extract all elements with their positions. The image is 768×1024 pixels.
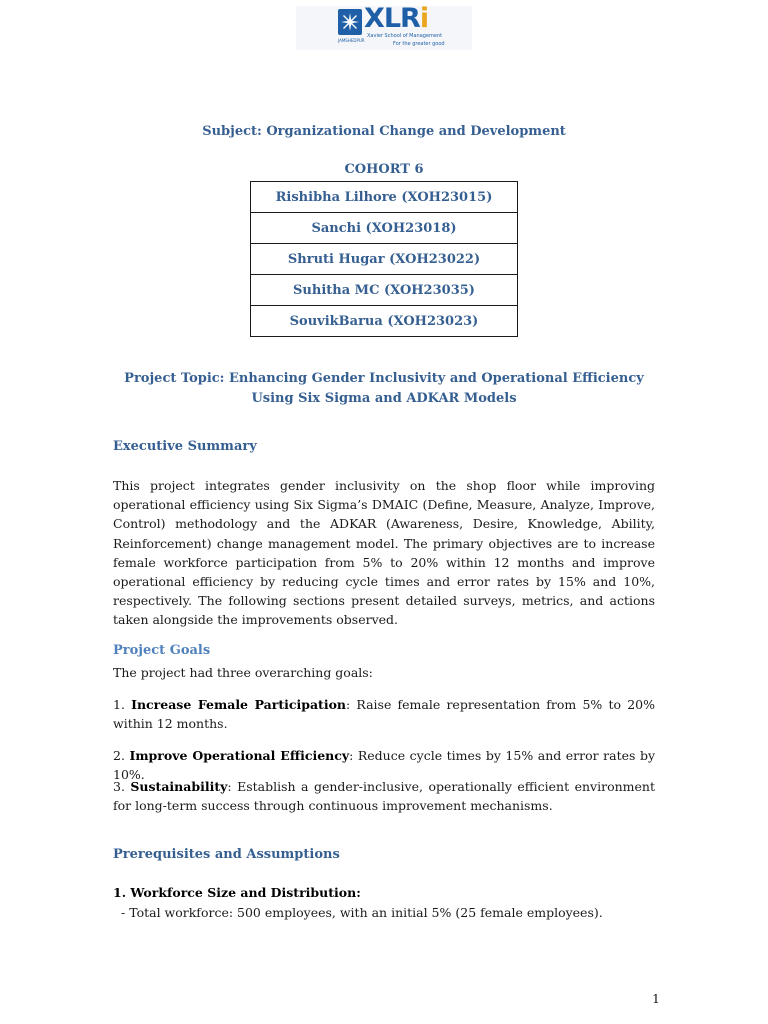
- subject-line: Subject: Organizational Change and Development: [202, 124, 566, 139]
- table-row: [251, 182, 518, 213]
- goal-title: Sustainability: [130, 779, 228, 794]
- project-goals-heading: Project Goals: [113, 643, 211, 658]
- member-cell: Sanchi (XOH23018): [251, 213, 518, 244]
- members-table: [250, 181, 518, 337]
- cohort-label: COHORT 6: [344, 162, 424, 177]
- project-topic: Project Topic: Enhancing Gender Inclusivity and Operational Efficiency Using Six Sigma and ADKAR Models: [124, 371, 644, 406]
- workforce-detail: - Total workforce: 500 employees, with an initial 5% (25 female employees).: [121, 905, 603, 920]
- member-cell: Rishibha Lilhore (XOH23015): [251, 182, 518, 213]
- goal-item: [113, 777, 655, 815]
- xlri-logo: [296, 3, 472, 50]
- member-cell: Shruti Hugar (XOH23022): [251, 244, 518, 275]
- goal-number: 1.: [113, 697, 132, 712]
- table-row: [251, 275, 518, 306]
- workforce-subheading: 1. Workforce Size and Distribution:: [113, 885, 361, 900]
- logo-wordmark: XLRi: [364, 3, 429, 34]
- prerequisites-heading: Prerequisites and Assumptions: [113, 847, 340, 862]
- page-number: 1: [652, 991, 660, 1006]
- goal-number: 2.: [113, 748, 130, 763]
- table-row: [251, 213, 518, 244]
- executive-summary-heading: Executive Summary: [113, 439, 257, 454]
- goal-title: Increase Female Participation: [131, 697, 346, 712]
- goal-text: : Establish a gender-inclusive, operationally efficient environment for long-term success through continuous improvement mechanisms.: [113, 779, 655, 814]
- goal-title: Improve Operational Efficiency: [129, 748, 350, 763]
- table-row: [251, 306, 518, 337]
- table-row: [251, 244, 518, 275]
- goal-number: 3.: [113, 779, 131, 794]
- logo-tagline: Xavier School of Management: [367, 33, 443, 39]
- goal-text: : Raise female representation from 5% to 20% within 12 months.: [113, 697, 655, 732]
- executive-summary-body: This project integrates gender inclusivity on the shop floor while improving operational efficiency using Six Sigma’s DMAIC (Define, Measure, Analyze, Improve, Control) methodology and the ADKAR (Awareness, Desire, Knowledge, Ability, Reinforcement) change management model. The primary objectives are to increase female workforce participation from 5% to 20% within 12 months and improve operational efficiency by reducing cycle times and error rates by 15% and 10%, respectively. The following sections present detailed surveys, metrics, and actions taken alongside the improvements observed.: [113, 478, 655, 628]
- goals-intro: The project had three overarching goals:: [113, 665, 373, 680]
- member-cell: SouvikBarua (XOH23023): [251, 306, 518, 337]
- logo-location: JAMSHEDPUR: [338, 38, 365, 43]
- goal-text: : Reduce cycle times by 15% and error rates by 10%.: [113, 748, 656, 783]
- logo-motto: For the greater good: [393, 41, 445, 47]
- goal-item: [113, 695, 655, 733]
- xlri-emblem-icon: [338, 9, 362, 35]
- member-cell: Suhitha MC (XOH23035): [251, 275, 518, 306]
